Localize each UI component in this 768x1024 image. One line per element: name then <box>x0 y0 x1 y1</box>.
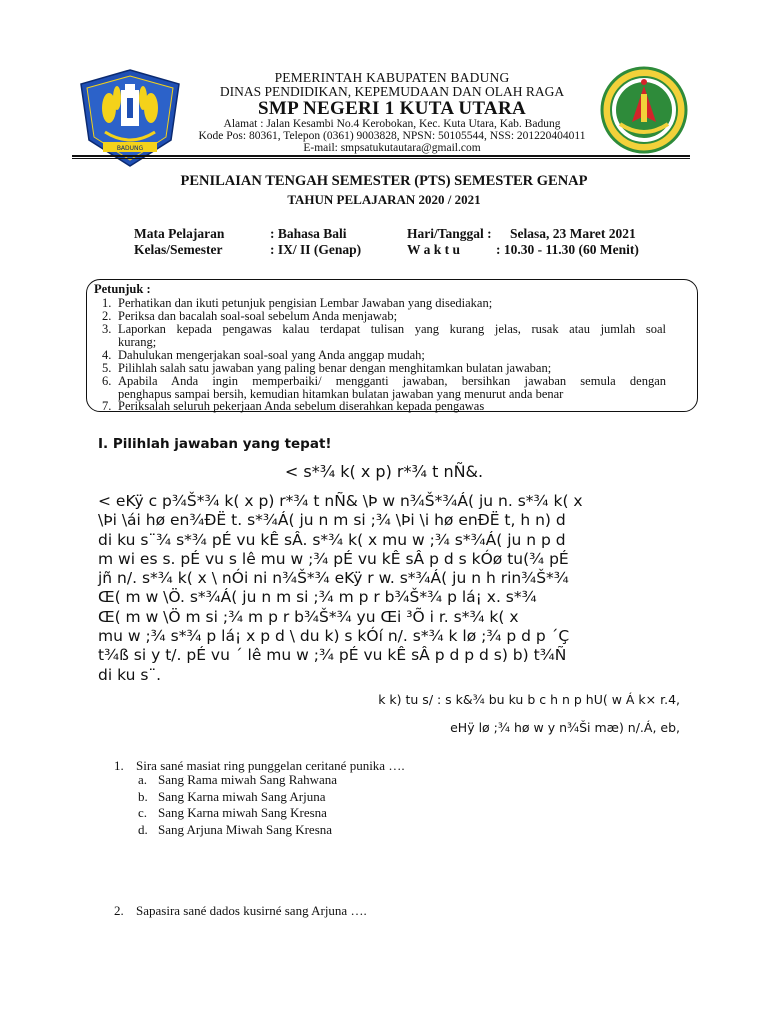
instruction-number: 4. <box>102 348 112 362</box>
subject-value: : Bahasa Bali <box>270 226 347 241</box>
department-name: DINAS PENDIDIKAN, KEPEMUDAAN DAN OLAH RAGA <box>219 84 565 99</box>
class-value: : IX/ II (Genap) <box>270 242 362 257</box>
time-label: W a k t u <box>407 242 461 257</box>
story-line: di ku s¨. <box>98 665 162 684</box>
question-number: 1. <box>114 758 124 773</box>
section-heading: I. Pilihlah jawaban yang tepat! <box>98 436 332 452</box>
school-name: SMP NEGERI 1 KUTA UTARA <box>257 98 526 119</box>
instruction-number: 1. <box>102 296 112 310</box>
instruction-number: 6. <box>102 374 112 388</box>
story-line: < eKÿ c p¾Š*¾ k( x p) r*¾ t nÑ& \Þ w n¾Š*¾Á( ju n. s*¾ k( x <box>98 492 583 510</box>
instruction-text: Apabila Anda ingin memperbaiki/ mengganti jawaban, bersihkan jawaban semula dengan <box>118 374 666 388</box>
instruction-text: Periksalah seluruh pekerjaan Anda sebelum diserahkan kepada pengawas <box>118 399 485 413</box>
instruction-text: Dahulukan mengerjakan soal-soal yang Anda anggap mudah; <box>118 348 425 362</box>
story-line: Œ( m w \Ö. s*¾Á( ju n m si ;¾ m p r b¾Š*¾ p lá¡ x. s*¾ <box>98 588 537 607</box>
option-letter: a. <box>138 772 148 787</box>
instruction-number: 7. <box>102 399 112 413</box>
story-body <box>98 492 678 685</box>
school-contact: Kode Pos: 80361, Telepon (0361) 9003828, NPSN: 50105544, NSS: 201220404011 <box>198 130 586 142</box>
exam-title: PENILAIAN TENGAH SEMESTER (PTS) SEMESTER GENAP <box>180 173 588 189</box>
day-label: Hari/Tanggal : <box>407 226 492 241</box>
story-source: k k) tu s/ : s k&¾ bu ku b c h n p hU( w Á k× r.4, <box>378 692 680 707</box>
story-line: di ku s¨¾ s*¾ pÉ vu kÊ sÂ. s*¾ k( x mu w ;¾ s*¾Á( ju n p d <box>98 530 566 549</box>
instruction-text: Pilihlah salah satu jawaban yang paling benar dengan menghitamkan bulatan jawaban; <box>118 361 552 375</box>
question-text: Sapasira sané dados kusirné sang Arjuna …. <box>136 903 367 918</box>
option-letter: c. <box>138 805 148 820</box>
school-email: E-mail: smpsatukutautara@gmail.com <box>303 142 481 154</box>
question-number: 2. <box>114 903 124 918</box>
header-divider-thin <box>72 158 690 159</box>
day-value: Selasa, 23 Maret 2021 <box>510 226 636 241</box>
instruction-text-cont: penghapus sampai bersih, kemudian hitamkan bulatan jawaban yang menurut anda benar <box>118 387 564 401</box>
story-line: jñ n/. s*¾ k( x \ nÓi ni n¾Š*¾ eKÿ r w. s*¾Á( ju n h rin¾Š*¾ <box>98 569 569 588</box>
class-label: Kelas/Semester <box>134 242 223 257</box>
option-text[interactable]: Sang Karna miwah Sang Kresna <box>158 805 327 820</box>
instruction-text: Laporkan kepada pengawas kalau terdapat tulisan yang kurang jelas, rusak atau jumlah soal <box>118 322 666 336</box>
subject-label: Mata Pelajaran <box>134 226 225 241</box>
instruction-text: Perhatikan dan ikuti petunjuk pengisian Lembar Jawaban yang disediakan; <box>118 296 493 310</box>
option-text[interactable]: Sang Arjuna Miwah Sang Kresna <box>158 822 333 837</box>
story-source-cont: eHÿ lø ;¾ hø w y n¾Ši mæ) n/.Á, eb, <box>450 720 680 735</box>
instruction-number: 5. <box>102 361 112 375</box>
question-text: Sira sané masiat ring punggelan ceritané punika …. <box>136 758 405 773</box>
story-line: Œ( m w \Ö m si ;¾ m p r b¾Š*¾ yu Œi ³Õ i r. s*¾ k( x <box>98 607 519 626</box>
time-value: : 10.30 - 11.30 (60 Menit) <box>496 242 639 257</box>
story-line: mu w ;¾ s*¾ p lá¡ x p d \ du k) s kÓí n/. s*¾ k lø ;¾ p d p ´Ç <box>98 627 570 646</box>
story-line: m wi es s. pÉ vu s lê mu w ;¾ pÉ vu kÊ sÂ p d s kÓø tu(¾ pÉ <box>98 549 569 568</box>
story-line: \Þi \ái hø en¾ÐË t. s*¾Á( ju n m si ;¾ \Þi \i hø enÐË t, h n) d <box>98 511 566 530</box>
instruction-text: Periksa dan bacalah soal-soal sebelum Anda menjawab; <box>118 309 398 323</box>
instructions-heading: Petunjuk : <box>94 282 151 296</box>
option-text[interactable]: Sang Karna miwah Sang Arjuna <box>158 789 326 804</box>
story-line: t¾ß si y t/. pÉ vu ´ lê mu w ;¾ pÉ vu kÊ sÂ p d p d s) b) t¾Ñ <box>98 646 567 665</box>
instruction-number: 2. <box>102 309 112 323</box>
story-title: < s*¾ k( x p) r*¾ t nÑ&. <box>284 462 484 481</box>
instruction-number: 3. <box>102 322 112 336</box>
svg-text:BADUNG: BADUNG <box>116 145 144 152</box>
header-divider-thick <box>72 155 690 157</box>
option-letter: d. <box>138 822 148 837</box>
instruction-text-cont: kurang; <box>118 335 157 349</box>
option-letter: b. <box>138 789 148 804</box>
government-name: PEMERINTAH KABUPATEN BADUNG <box>274 70 510 85</box>
exam-year: TAHUN PELAJARAN 2020 / 2021 <box>287 192 481 207</box>
school-address: Alamat : Jalan Kesambi No.4 Kerobokan, Kec. Kuta Utara, Kab. Badung <box>223 118 561 130</box>
option-text[interactable]: Sang Rama miwah Sang Rahwana <box>158 772 338 787</box>
